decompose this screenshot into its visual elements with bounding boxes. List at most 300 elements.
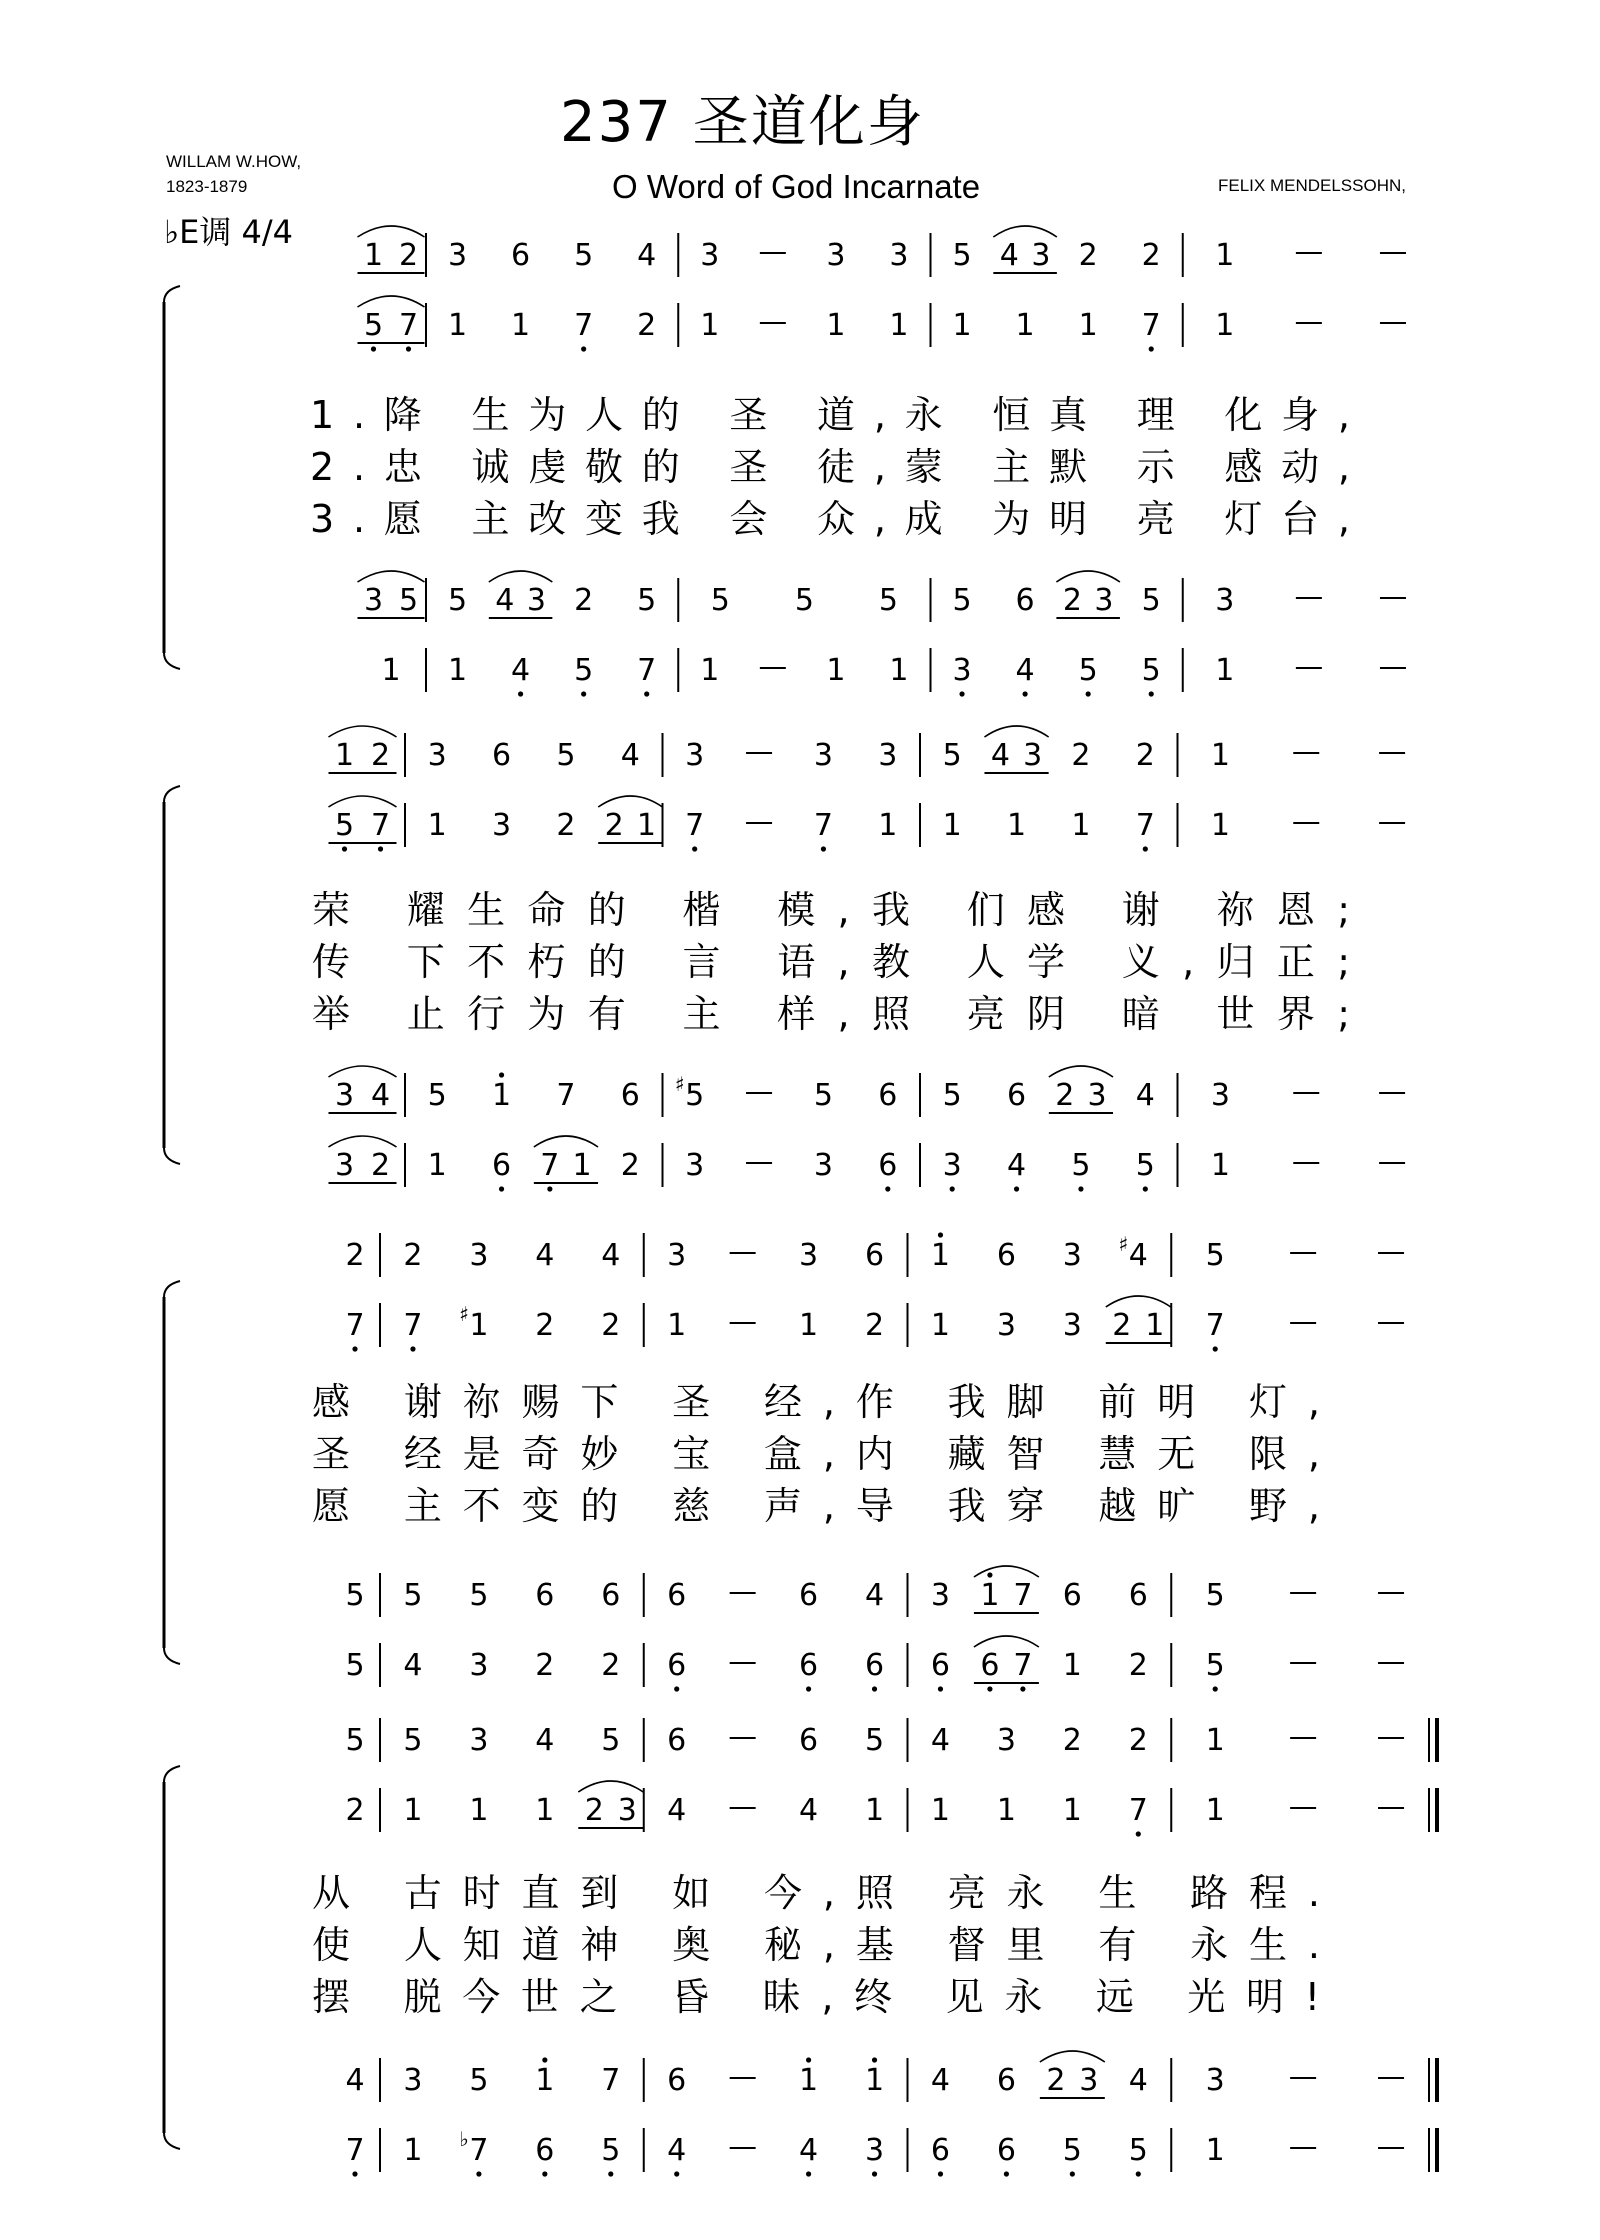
jianpu-note: 3 (1031, 238, 1051, 273)
octave-down-dot (352, 1346, 357, 1351)
octave-down-dot (806, 2171, 811, 2176)
slur-arc (993, 226, 1057, 237)
jianpu-note: 6 (1015, 583, 1035, 618)
octave-down-dot (518, 691, 523, 696)
jianpu-note: 2 (1046, 2063, 1066, 2098)
jianpu-note: 6 (667, 1578, 687, 1613)
octave-up-dot (987, 1572, 992, 1577)
jianpu-note: 5 (942, 738, 962, 773)
slur-arc (358, 571, 425, 582)
jianpu-note: 3 (952, 653, 972, 688)
jianpu-note: 3 (799, 1238, 819, 1273)
system-bracket (164, 1148, 180, 1164)
jianpu-note: 3 (685, 738, 705, 773)
jianpu-note: 1 (492, 1078, 512, 1113)
octave-down-dot (1022, 691, 1027, 696)
octave-down-dot (821, 846, 826, 851)
jianpu-note: 1 (1205, 2133, 1225, 2168)
jianpu-note: 1 (381, 653, 401, 688)
jianpu-note: 6 (980, 1648, 1000, 1683)
slur-arc (329, 796, 397, 807)
slur-arc (598, 796, 662, 807)
jianpu-note: 1 (799, 1308, 819, 1343)
jianpu-note: 3 (617, 1793, 637, 1828)
jianpu-note: 7 (813, 808, 833, 843)
jianpu-note: 5 (637, 583, 657, 618)
octave-down-dot (885, 1186, 890, 1191)
slur-arc (1106, 1296, 1171, 1307)
sharp-sign: ♯ (459, 1302, 469, 1326)
octave-down-dot (608, 2171, 613, 2176)
lyric-line: 传 下不朽的 言 语,教 人学 义,归正; (312, 940, 1350, 984)
system-bracket (164, 653, 180, 669)
jianpu-note: 4 (370, 1078, 391, 1113)
jianpu-note: 7 (1128, 1793, 1148, 1828)
octave-down-dot (872, 1686, 877, 1691)
jianpu-note: 4 (799, 2133, 819, 2168)
octave-down-dot (692, 846, 697, 851)
jianpu-note: 3 (469, 1723, 489, 1758)
jianpu-note: 1 (799, 2063, 819, 2098)
lyric-line: 愿 主不变的 慈 声,导 我穿 越旷 野, (312, 1484, 1320, 1528)
jianpu-note: 6 (799, 1648, 819, 1683)
lyric-line: 1.降 生为人的 圣 道,永 恒真 理 化身, (310, 393, 1350, 437)
jianpu-note: 5 (1205, 1238, 1225, 1273)
jianpu-note: 4 (667, 1793, 687, 1828)
jianpu-note: 1 (636, 808, 656, 843)
jianpu-note: 1 (878, 808, 898, 843)
jianpu-note: 2 (864, 1308, 885, 1343)
jianpu-note: 5 (403, 1723, 423, 1758)
octave-down-dot (410, 1346, 415, 1351)
jianpu-note: 1 (1205, 1723, 1225, 1758)
octave-down-dot (1086, 691, 1091, 696)
jianpu-note: 3 (447, 238, 468, 273)
jianpu-note: 1 (826, 653, 846, 688)
jianpu-note: 2 (574, 583, 594, 618)
jianpu-note: 1 (572, 1148, 592, 1183)
key-signature: ♭E调 4/4 (164, 213, 293, 251)
jianpu-note: 1 (1071, 808, 1091, 843)
jianpu-note: 3 (1079, 2063, 1099, 2098)
system-bracket (164, 1766, 180, 1782)
octave-down-dot (352, 2171, 357, 2176)
jianpu-note: 2 (604, 808, 624, 843)
slur-arc (329, 1066, 397, 1077)
jianpu-note: 1 (952, 308, 972, 343)
jianpu-note: 6 (930, 2133, 951, 2168)
jianpu-note: 3 (403, 2063, 423, 2098)
octave-down-dot (1136, 1831, 1141, 1836)
jianpu-note: 7 (398, 308, 419, 343)
jianpu-note: 6 (535, 2133, 555, 2168)
jianpu-note: 5 (1062, 2133, 1082, 2168)
lyricist-name: WILLAM W.HOW, (166, 152, 302, 171)
jianpu-note: 3 (1205, 2063, 1225, 2098)
jianpu-note: 5 (1205, 1648, 1225, 1683)
jianpu-note: 3 (526, 583, 546, 618)
system-bracket (164, 1281, 180, 1297)
jianpu-note: 3 (1210, 1078, 1230, 1113)
jianpu-note: 6 (799, 1578, 819, 1613)
jianpu-note: 7 (1141, 308, 1161, 343)
jianpu-note: 5 (794, 583, 814, 618)
jianpu-note: 4 (999, 238, 1019, 273)
jianpu-note: 3 (1087, 1078, 1107, 1113)
jianpu-note: 1 (700, 653, 720, 688)
jianpu-note: 5 (427, 1078, 447, 1113)
octave-down-dot (644, 691, 649, 696)
jianpu-note: 7 (1013, 1578, 1033, 1613)
octave-down-dot (1136, 2171, 1141, 2176)
jianpu-note: 6 (620, 1078, 640, 1113)
slur-arc (1040, 2051, 1105, 2062)
jianpu-note: 5 (1128, 2133, 1148, 2168)
octave-down-dot (378, 846, 383, 851)
jianpu-note: 2 (1062, 583, 1082, 618)
jianpu-note: 4 (1015, 653, 1035, 688)
jianpu-note: 5 (469, 1578, 489, 1613)
jianpu-note: 1 (980, 1578, 1000, 1613)
jianpu-note: 1 (1215, 653, 1235, 688)
jianpu-note: 1 (469, 1793, 489, 1828)
jianpu-note: 6 (535, 1578, 555, 1613)
jianpu-note: 3 (813, 738, 833, 773)
jianpu-note: 1 (447, 308, 468, 343)
flat-sign: ♭ (459, 2127, 469, 2151)
jianpu-note: 2 (370, 1148, 391, 1183)
jianpu-note: 6 (667, 1723, 687, 1758)
octave-down-dot (406, 346, 411, 351)
jianpu-note: 1 (930, 1793, 951, 1828)
jianpu-note: 3 (363, 583, 384, 618)
jianpu-note: 1 (942, 808, 962, 843)
jianpu-note: 6 (996, 2133, 1016, 2168)
jianpu-note: 1 (889, 308, 909, 343)
jianpu-note: 1 (930, 1238, 951, 1273)
jianpu-note: 1 (1015, 308, 1035, 343)
jianpu-note: 7 (403, 1308, 423, 1343)
octave-down-dot (806, 1686, 811, 1691)
octave-down-dot (674, 2171, 679, 2176)
jianpu-note: 4 (495, 583, 515, 618)
jianpu-note: 2 (403, 1238, 423, 1273)
jianpu-note: 4 (930, 2063, 951, 2098)
jianpu-note: 5 (345, 1648, 365, 1683)
jianpu-note: 1 (427, 1148, 447, 1183)
jianpu-note: 1 (1215, 308, 1235, 343)
lyric-line: 使 人知道神 奥 秘,基 督里 有 永生. (312, 1923, 1320, 1967)
lyric-line: 感 谢祢赐下 圣 经,作 我脚 前明 灯, (312, 1380, 1320, 1424)
jianpu-note: 6 (1128, 1578, 1148, 1613)
jianpu-note: 1 (1062, 1793, 1082, 1828)
jianpu-note: 4 (535, 1723, 555, 1758)
hymn-title: 237 圣道化身 (560, 90, 925, 155)
jianpu-note: 7 (637, 653, 657, 688)
octave-down-dot (371, 346, 376, 351)
jianpu-note: 5 (942, 1078, 962, 1113)
jianpu-note: 7 (556, 1078, 576, 1113)
jianpu-note: 5 (601, 1723, 621, 1758)
jianpu-note: 6 (492, 738, 512, 773)
jianpu-note: 3 (1094, 583, 1114, 618)
jianpu-note: 1 (447, 653, 468, 688)
jianpu-note: 3 (1215, 583, 1235, 618)
octave-down-dot (872, 2171, 877, 2176)
jianpu-note: 4 (1128, 1238, 1148, 1273)
jianpu-note: 5 (334, 808, 355, 843)
lyric-line: 3.愿 主改变我 会 众,成 为明 亮 灯台, (310, 497, 1350, 541)
jianpu-note: 7 (370, 808, 391, 843)
system-bracket (164, 1648, 180, 1664)
jianpu-note: 5 (345, 1578, 365, 1613)
jianpu-note: 1 (535, 2063, 555, 2098)
jianpu-note: 4 (864, 1578, 885, 1613)
jianpu-note: 3 (685, 1148, 705, 1183)
jianpu-note: 2 (1071, 738, 1091, 773)
jianpu-note: 5 (403, 1578, 423, 1613)
octave-down-dot (1004, 2171, 1009, 2176)
jianpu-note: 1 (700, 308, 720, 343)
jianpu-note: 3 (878, 738, 898, 773)
jianpu-note: 2 (1135, 738, 1155, 773)
jianpu-note: 2 (345, 1238, 365, 1273)
jianpu-note: 1 (930, 1308, 951, 1343)
jianpu-note: 3 (334, 1078, 355, 1113)
octave-down-dot (987, 1686, 992, 1691)
composer-name: FELIX MENDELSSOHN, (1218, 176, 1406, 195)
octave-down-dot (581, 346, 586, 351)
jianpu-note: 7 (469, 2133, 489, 2168)
jianpu-note: 4 (637, 238, 657, 273)
slur-arc (984, 726, 1048, 737)
jianpu-note: 5 (685, 1078, 705, 1113)
jianpu-note: 3 (469, 1648, 489, 1683)
slur-arc (1056, 571, 1120, 582)
octave-down-dot (1213, 1346, 1218, 1351)
jianpu-note: 2 (1128, 1648, 1148, 1683)
jianpu-note: 5 (1135, 1148, 1155, 1183)
octave-down-dot (950, 1186, 955, 1191)
jianpu-note: 5 (952, 238, 972, 273)
lyricist-years: 1823-1879 (166, 177, 248, 196)
jianpu-note: 4 (667, 2133, 687, 2168)
slur-arc (489, 571, 553, 582)
jianpu-note: 2 (1078, 238, 1098, 273)
jianpu-note: 3 (826, 238, 846, 273)
octave-down-dot (938, 1686, 943, 1691)
jianpu-note: 1 (1078, 308, 1098, 343)
jianpu-note: 1 (427, 808, 447, 843)
jianpu-note: 6 (667, 1648, 687, 1683)
jianpu-note: 2 (601, 1648, 621, 1683)
jianpu-note: 4 (1128, 2063, 1148, 2098)
system-bracket (164, 2133, 180, 2149)
jianpu-note: 4 (1007, 1148, 1027, 1183)
jianpu-note: 2 (1128, 1723, 1148, 1758)
jianpu-note: 3 (813, 1148, 833, 1183)
octave-down-dot (674, 1686, 679, 1691)
jianpu-note: 4 (535, 1238, 555, 1273)
jianpu-note: 6 (667, 2063, 687, 2098)
octave-down-dot (547, 1186, 552, 1191)
jianpu-note: 5 (345, 1723, 365, 1758)
jianpu-note: 3 (667, 1238, 687, 1273)
jianpu-note: 6 (864, 1238, 885, 1273)
jianpu-note: 1 (469, 1308, 489, 1343)
lyric-line: 荣 耀生命的 楷 模,我 们感 谢 祢恩; (312, 888, 1350, 932)
jianpu-note: 2 (1112, 1308, 1132, 1343)
jianpu-note: 5 (363, 308, 384, 343)
jianpu-note: 1 (334, 738, 355, 773)
sharp-sign: ♯ (674, 1072, 685, 1096)
jianpu-note: 2 (370, 738, 391, 773)
jianpu-note: 5 (398, 583, 419, 618)
jianpu-note: 4 (601, 1238, 621, 1273)
jianpu-note: 4 (1135, 1078, 1155, 1113)
jianpu-note: 5 (556, 738, 576, 773)
jianpu-note: 6 (511, 238, 531, 273)
jianpu-note: 2 (637, 308, 657, 343)
octave-down-dot (1020, 1686, 1025, 1691)
jianpu-note: 1 (1215, 238, 1235, 273)
jianpu-note: 5 (1205, 1578, 1225, 1613)
jianpu-note: 4 (930, 1723, 951, 1758)
jianpu-note: 6 (996, 1238, 1016, 1273)
lyric-line: 从 古时直到 如 今,照 亮永 生 路程. (312, 1871, 1320, 1915)
jianpu-note: 6 (878, 1148, 898, 1183)
jianpu-note: 7 (574, 308, 594, 343)
slur-arc (578, 1781, 643, 1792)
jianpu-note: 2 (398, 238, 419, 273)
jianpu-note: 7 (540, 1148, 560, 1183)
octave-down-dot (499, 1186, 504, 1191)
octave-down-dot (476, 2171, 481, 2176)
jianpu-note: 5 (601, 2133, 621, 2168)
jianpu-note: 6 (601, 1578, 621, 1613)
slur-arc (974, 1636, 1039, 1647)
jianpu-note: 5 (1071, 1148, 1091, 1183)
jianpu-note: 3 (334, 1148, 355, 1183)
lyric-line: 举 止行为有 主 样,照 亮阴 暗 世界; (312, 992, 1350, 1036)
jianpu-note: 1 (1210, 738, 1230, 773)
octave-up-dot (938, 1232, 943, 1237)
octave-down-dot (1213, 1686, 1218, 1691)
jianpu-note: 1 (403, 2133, 423, 2168)
jianpu-note: 3 (996, 1308, 1016, 1343)
jianpu-note: 7 (1205, 1308, 1225, 1343)
octave-down-dot (342, 846, 347, 851)
jianpu-note: 3 (942, 1148, 962, 1183)
octave-down-dot (1078, 1186, 1083, 1191)
octave-down-dot (959, 691, 964, 696)
jianpu-note: 5 (1141, 653, 1161, 688)
jianpu-note: 2 (556, 808, 576, 843)
jianpu-note: 5 (469, 2063, 489, 2098)
slur-arc (534, 1136, 598, 1147)
octave-up-dot (806, 2057, 811, 2062)
jianpu-note: 2 (345, 1793, 365, 1828)
slur-arc (329, 726, 397, 737)
jianpu-note: 3 (889, 238, 909, 273)
jianpu-note: 5 (952, 583, 972, 618)
jianpu-note: 1 (826, 308, 846, 343)
jianpu-note: 5 (574, 653, 594, 688)
jianpu-note: 2 (1141, 238, 1161, 273)
jianpu-note: 7 (685, 808, 705, 843)
jianpu-note: 7 (345, 1308, 365, 1343)
jianpu-note: 4 (799, 1793, 819, 1828)
jianpu-note: 5 (447, 583, 468, 618)
jianpu-note: 5 (1078, 653, 1098, 688)
jianpu-note: 6 (492, 1148, 512, 1183)
jianpu-note: 4 (345, 2063, 365, 2098)
sharp-sign: ♯ (1118, 1232, 1129, 1256)
jianpu-note: 1 (889, 653, 909, 688)
jianpu-note: 3 (1023, 738, 1043, 773)
jianpu-note: 1 (1210, 1148, 1230, 1183)
jianpu-note: 1 (511, 308, 531, 343)
jianpu-note: 2 (1055, 1078, 1075, 1113)
jianpu-note: 5 (878, 583, 899, 618)
octave-up-dot (872, 2057, 877, 2062)
jianpu-note: 5 (813, 1078, 833, 1113)
jianpu-note: 1 (864, 1793, 885, 1828)
jianpu-note: 6 (930, 1648, 951, 1683)
jianpu-note: 2 (601, 1308, 621, 1343)
octave-down-dot (1014, 1186, 1019, 1191)
jianpu-note: 1 (363, 238, 384, 273)
jianpu-note: 1 (667, 1308, 687, 1343)
slur-arc (974, 1566, 1039, 1577)
octave-down-dot (1143, 1186, 1148, 1191)
jianpu-note: 6 (1007, 1078, 1027, 1113)
jianpu-note: 3 (492, 808, 512, 843)
jianpu-note: 1 (1210, 808, 1230, 843)
jianpu-note: 7 (601, 2063, 621, 2098)
octave-up-dot (542, 2057, 547, 2062)
jianpu-note: 1 (1007, 808, 1027, 843)
lyric-line: 圣 经是奇妙 宝 盒,内 藏智 慧无 限, (312, 1432, 1320, 1476)
octave-up-dot (499, 1072, 504, 1077)
jianpu-note: 2 (535, 1308, 555, 1343)
jianpu-note: 7 (345, 2133, 365, 2168)
jianpu-note: 4 (511, 653, 531, 688)
jianpu-note: 3 (1062, 1238, 1082, 1273)
jianpu-note: 7 (1013, 1648, 1033, 1683)
jianpu-note: 1 (864, 2063, 885, 2098)
slur-arc (329, 1136, 397, 1147)
octave-down-dot (1070, 2171, 1075, 2176)
lyric-line: 2.忠 诚虔敬的 圣 徒,蒙 主默 示 感动, (310, 445, 1350, 489)
hymn-subtitle: O Word of God Incarnate (612, 168, 981, 205)
jianpu-note: 1 (535, 1793, 555, 1828)
jianpu-note: 3 (469, 1238, 489, 1273)
octave-down-dot (542, 2171, 547, 2176)
jianpu-note: 3 (1062, 1308, 1082, 1343)
system-bracket (164, 286, 180, 302)
jianpu-note: 5 (710, 583, 730, 618)
jianpu-note: 6 (878, 1078, 898, 1113)
octave-down-dot (1149, 691, 1154, 696)
jianpu-note: 2 (535, 1648, 555, 1683)
jianpu-note: 6 (864, 1648, 885, 1683)
octave-down-dot (1143, 846, 1148, 851)
jianpu-note: 1 (1062, 1648, 1082, 1683)
jianpu-note: 4 (620, 738, 640, 773)
slur-arc (358, 226, 425, 237)
jianpu-note: 6 (996, 2063, 1016, 2098)
